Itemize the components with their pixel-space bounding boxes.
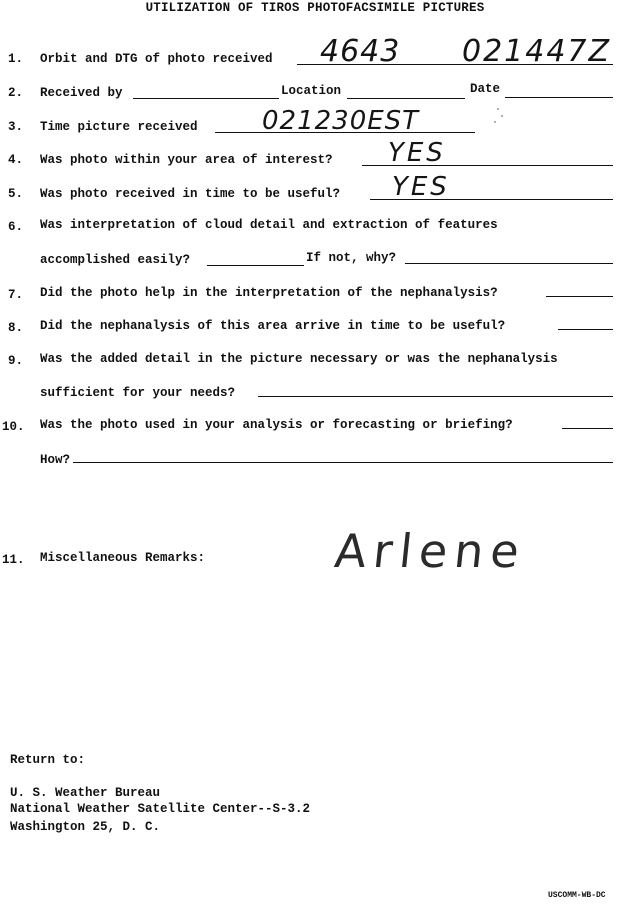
q6-accomplished-line (207, 265, 304, 266)
q5-text: Was photo received in time to be useful? (40, 187, 341, 201)
q6-text-accomplished: accomplished easily? (40, 253, 191, 267)
q4-handwritten: YES (388, 138, 446, 168)
return-address-line3: Washington 25, D. C. (10, 820, 161, 834)
return-address-line2: National Weather Satellite Center--S-3.2 (10, 802, 311, 816)
q10-text-how: How? (40, 453, 71, 467)
q2-location-line (347, 98, 465, 99)
q1-number: 1. (8, 52, 24, 66)
remarks-handwritten: Arlene (332, 524, 529, 578)
q8-answer-line (558, 329, 613, 330)
q10-answer-line (562, 428, 613, 429)
q9-text-sufficient: sufficient for your needs? (40, 386, 236, 400)
q11-text: Miscellaneous Remarks: (40, 551, 206, 565)
q2-text-date: Date (470, 82, 501, 96)
footer-code: USCOMM-WB-DC (548, 891, 606, 900)
q6-text: Was interpretation of cloud detail and extraction of features (40, 218, 498, 232)
q2-text-location: Location (281, 84, 342, 98)
return-to-label: Return to: (10, 753, 86, 767)
q10-text: Was the photo used in your analysis or forecasting or briefing? (40, 418, 513, 432)
q3-number: 3. (8, 120, 24, 134)
q6-text-if-not: If not, why? (306, 251, 397, 265)
q1-text: Orbit and DTG of photo received (40, 52, 273, 66)
q2-date-line (505, 97, 613, 98)
q2-text-received-by: Received by (40, 86, 123, 100)
q2-number: 2. (8, 86, 24, 100)
q3-time-handwritten: 021230EST (262, 106, 420, 136)
q11-number: 11. (2, 553, 25, 567)
q10-how-line (73, 462, 613, 463)
q3-text: Time picture received (40, 120, 198, 134)
scan-speck (497, 108, 499, 110)
q9-number: 9. (8, 354, 24, 368)
q8-number: 8. (8, 321, 24, 335)
q7-number: 7. (8, 288, 24, 302)
q5-handwritten: YES (392, 172, 450, 202)
q7-answer-line (546, 296, 613, 297)
return-address-line1: U. S. Weather Bureau (10, 786, 161, 800)
q6-number: 6. (8, 220, 24, 234)
q6-why-line (405, 263, 613, 264)
q7-text: Did the photo help in the interpretation of the nephanalysis? (40, 286, 498, 300)
q9-text: Was the added detail in the picture necessary or was the nephanalysis (40, 352, 558, 366)
q4-number: 4. (8, 153, 24, 167)
form-title: UTILIZATION OF TIROS PHOTOFACSIMILE PICTURES (145, 1, 485, 15)
scan-speck (501, 115, 503, 117)
q5-number: 5. (8, 187, 24, 201)
q8-text: Did the nephanalysis of this area arrive in time to be useful? (40, 319, 506, 333)
q1-orbit-handwritten: 4643 (320, 34, 401, 69)
q1-dtg-handwritten: 021447Z (462, 34, 612, 69)
q10-number: 10. (2, 420, 25, 434)
q4-text: Was photo within your area of interest? (40, 153, 333, 167)
q9-answer-line (258, 396, 613, 397)
q2-received-by-line (133, 98, 279, 99)
scan-speck (494, 121, 496, 123)
